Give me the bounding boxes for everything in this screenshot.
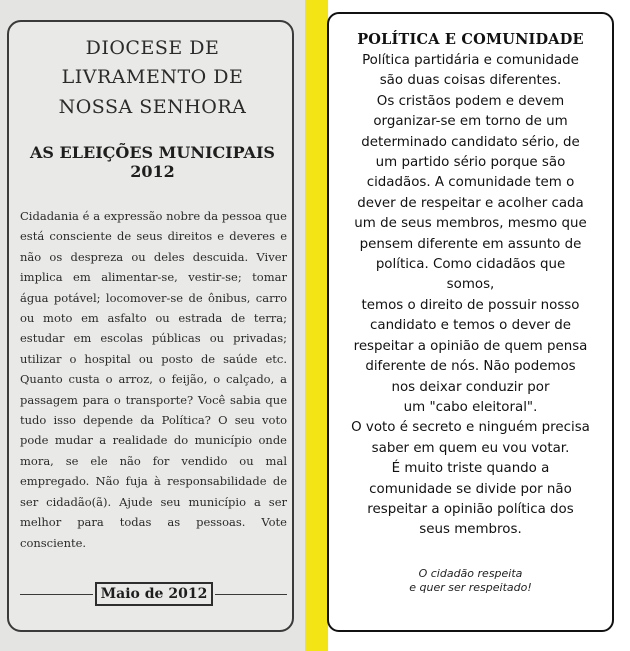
- text-line: determinado candidato sério, de: [361, 134, 580, 150]
- text-line: O voto é secreto e ninguém precisa: [351, 420, 590, 436]
- text-line: um partido sério porque são: [375, 155, 566, 171]
- text-line: candidato e temos o dever de: [370, 318, 571, 334]
- date-rule-right: [215, 594, 287, 595]
- footer-motto-line-2: e quer ser respeitado!: [409, 581, 532, 594]
- citizenship-paragraph: Cidadania é a expressão nobre da pessoa que está consciente de seus direitos e deveres e não os despreza ou deles descuida. Viver implica em alimentar-se, vestir-se; tomar água potável; locomover-se de ônibus, carro ou moto em asfalto ou estrada de terra; estudar em escolas públicas ou privadas; utilizar o hospital ou posto de saúde etc. Quanto custa o arroz, o feijão, o calçado, a passagem para o transporte? Você sabia que tudo isso depende da Política? O seu voto pode mudar a realidade do município onde mora, se ele não for vendido ou mal empregado. Não fuja à responsabilidade de ser cidadão(ã). Ajude seu município a ser melhor para todas as pessoas. Vote consciente.: [20, 209, 287, 550]
- text-line: pensem diferente em assunto de: [359, 236, 582, 252]
- footer-motto: [327, 567, 614, 595]
- date-label: Maio de 2012: [95, 582, 213, 606]
- politics-community-title: POLÍTICA E COMUNIDADE: [357, 31, 584, 48]
- date-rule-left: [20, 594, 93, 595]
- footer-motto-line-1: O cidadão respeita: [418, 567, 523, 580]
- text-line: respeitar a opinião de quem pensa: [353, 338, 588, 354]
- text-line: um "cabo eleitoral".: [403, 399, 538, 415]
- text-line: somos,: [446, 277, 495, 293]
- text-line: um de seus membros, mesmo que: [354, 216, 587, 232]
- text-line: É muito triste quando a: [391, 461, 550, 477]
- diocese-title-line-3: NOSSA SENHORA: [58, 96, 247, 118]
- text-line: saber em quem eu vou votar.: [371, 440, 570, 456]
- diocese-title-line-1: DIOCESE DE: [85, 37, 220, 59]
- text-line: comunidade se divide por não: [369, 481, 572, 497]
- text-line: nos deixar conduzir por: [391, 379, 550, 395]
- text-line: respeitar a opinião política dos: [367, 501, 574, 517]
- text-line: diferente de nós. Não podemos: [365, 359, 576, 375]
- text-line: seus membros.: [419, 522, 522, 538]
- text-line: temos o direito de possuir nosso: [361, 297, 580, 313]
- diocese-title-line-2: LIVRAMENTO DE: [61, 66, 244, 88]
- elections-subtitle: AS ELEIÇÕES MUNICIPAIS 2012: [30, 143, 275, 181]
- text-line: Política partidária e comunidade: [362, 53, 579, 68]
- text-line: organizar-se em torno de um: [373, 114, 568, 130]
- text-line: política. Como cidadãos que: [375, 257, 566, 273]
- politics-community-text: [327, 51, 614, 541]
- text-line: são duas coisas diferentes.: [379, 73, 562, 89]
- text-line: dever de respeitar e acolher cada: [357, 195, 584, 211]
- yellow-separator: [305, 0, 328, 651]
- text-line: cidadãos. A comunidade tem o: [366, 175, 575, 191]
- text-line: Os cristãos podem e devem: [376, 93, 565, 109]
